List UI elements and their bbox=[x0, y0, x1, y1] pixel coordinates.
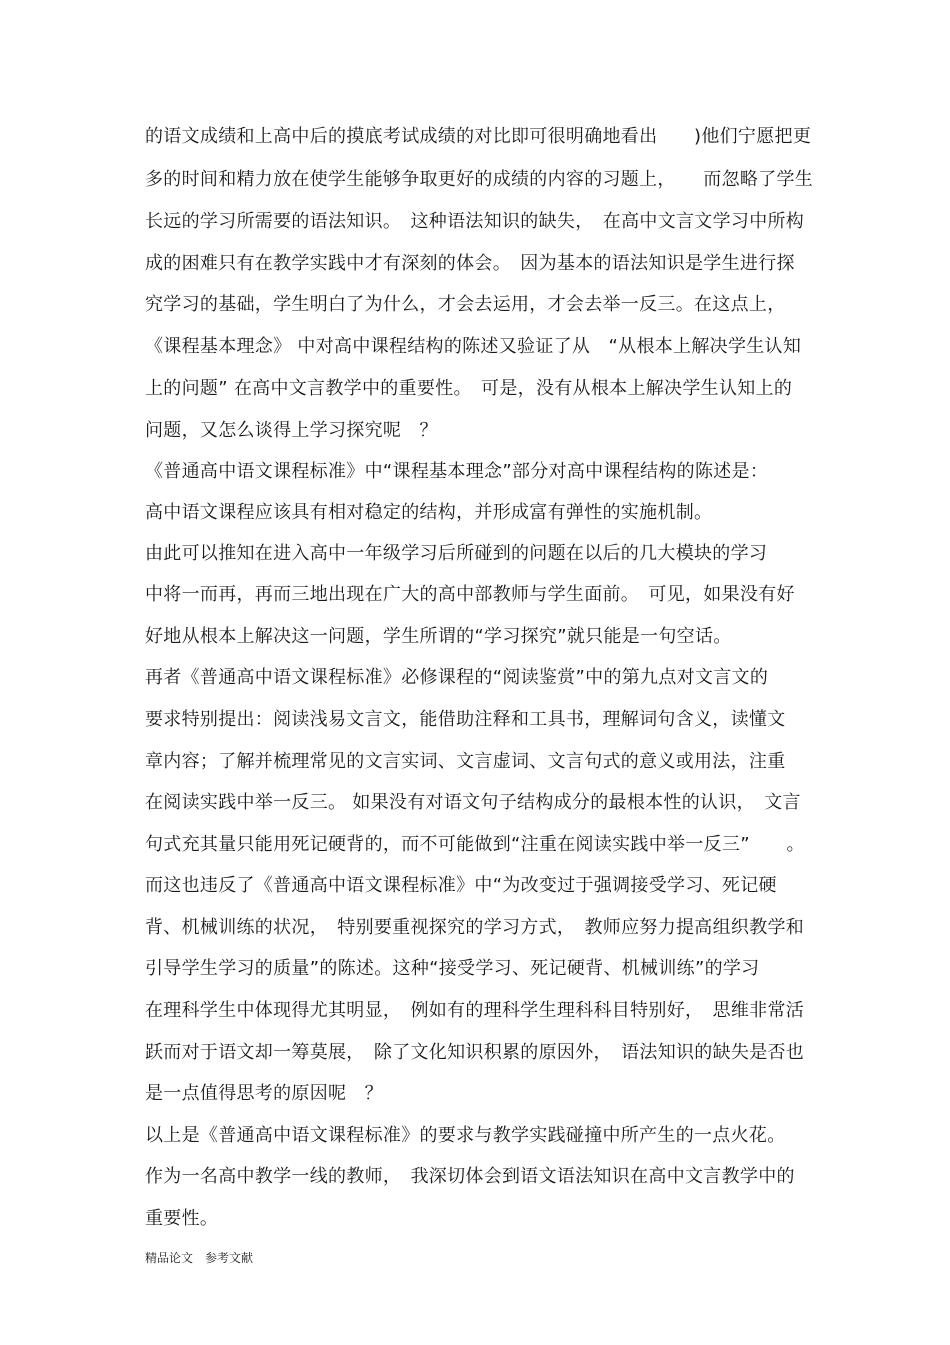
text-line: 跃而对于语文却一筹莫展， 除了文化知识积累的原因外， 语法知识的缺失是否也 bbox=[145, 1042, 805, 1063]
text-line: 究学习的基础，学生明白了为什么，才会去运用，才会去举一反三。在这点上， bbox=[145, 294, 786, 315]
text-line: 在阅读实践中举一反三。 如果没有对语文句子结构成分的最根本性的认识， 文言 bbox=[145, 792, 801, 813]
text-line: 引导学生学习的质量”的陈述。这种“接受学习、死记硬背、机械训练”的学习 bbox=[145, 958, 760, 979]
text-line: 上的问题” 在高中文言教学中的重要性。 可是，没有从根本上解决学生认知上的 bbox=[145, 378, 793, 399]
page-footer: 精品论文 参考文献 bbox=[145, 1251, 254, 1265]
text-line: 《课程基本理念》 中对高中课程结构的陈述又验证了从 “从根本上解决学生认知 bbox=[145, 336, 802, 357]
text-line: 多的时间和精力放在使学生能够争取更好的成绩的内容的习题上， 而忽略了学生 bbox=[145, 169, 814, 190]
text-line: 成的困难只有在教学实践中才有深刻的体会。 因为基本的语法知识是学生进行探 bbox=[145, 253, 795, 274]
text-line: 在理科学生中体现得尤其明显， 例如有的理科学生理科科目特别好， 思维非常活 bbox=[145, 1000, 805, 1021]
text-line: 《普通高中语文课程标准》中“课程基本理念”部分对高中课程结构的陈述是： bbox=[145, 461, 769, 482]
text-line: 由此可以推知在进入高中一年级学习后所碰到的问题在以后的几大模块的学习 bbox=[145, 543, 768, 564]
text-line: 重要性。 bbox=[145, 1208, 219, 1229]
text-line: 高中语文课程应该具有相对稳定的结构，并形成富有弹性的实施机制。 bbox=[145, 502, 713, 523]
text-line: 章内容；了解并梳理常见的文言实词、文言虚词、文言句式的意义或用法，注重 bbox=[145, 751, 786, 772]
text-line: 以上是《普通高中语文课程标准》的要求与教学实践碰撞中所产生的一点火花。 bbox=[145, 1125, 786, 1146]
text-line: 背、机械训练的状况， 特别要重视探究的学习方式， 教师应努力提高组织教学和 bbox=[145, 917, 805, 938]
text-line: 的语文成绩和上高中后的摸底考试成绩的对比即可很明确地看出 )他们宁愿把更 bbox=[145, 126, 812, 147]
text-line: 长远的学习所需要的语法知识。 这种语法知识的缺失， 在高中文言文学习中所构 bbox=[145, 211, 805, 232]
text-line: 句式充其量只能用死记硬背的，而不可能做到“注重在阅读实践中举一反三” 。 bbox=[145, 834, 805, 855]
text-line: 好地从根本上解决这一问题，学生所谓的“学习探究”就只能是一句空话。 bbox=[145, 626, 732, 647]
text-line: 作为一名高中教学一线的教师， 我深切体会到语文语法知识在高中文言教学中的 bbox=[145, 1166, 795, 1187]
text-line: 再者《普通高中语文课程标准》必修课程的“阅读鉴赏”中的第九点对文言文的 bbox=[145, 667, 769, 688]
text-line: 中将一而再，再而三地出现在广大的高中部教师与学生面前。 可见，如果没有好 bbox=[145, 584, 795, 605]
text-line: 而这也违反了《普通高中语文课程标准》中“为改变过于强调接受学习、死记硬 bbox=[145, 875, 777, 896]
text-line: 问题，又怎么谈得上学习探究呢 ？ bbox=[145, 420, 438, 441]
text-line: 要求特别提出：阅读浅易文言文，能借助注释和工具书，理解词句含义，读懂文 bbox=[145, 709, 786, 730]
text-line: 是一点值得思考的原因呢 ？ bbox=[145, 1083, 383, 1104]
